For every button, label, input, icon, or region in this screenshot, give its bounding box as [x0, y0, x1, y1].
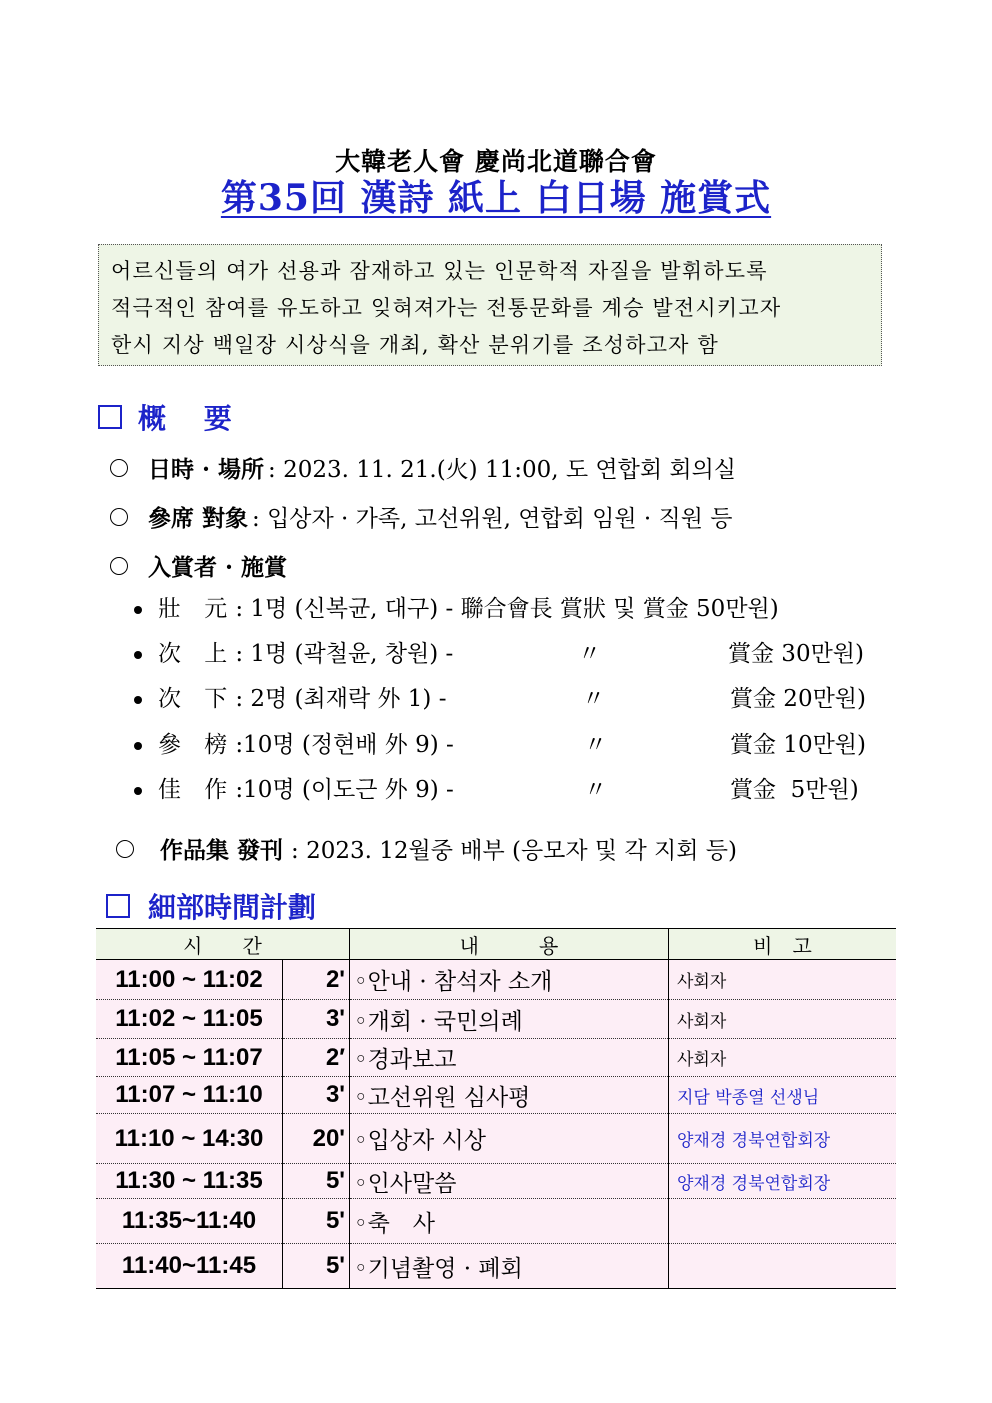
publication-label: 作品集 發刊: [160, 837, 284, 864]
cell-duration: 2': [283, 960, 350, 1000]
cell-note: [669, 1199, 897, 1244]
column-header-content: 내 용: [350, 929, 669, 960]
purpose-line-2: 적극적인 참여를 유도하고 잊혀져가는 전통문화를 계승 발전시키고자: [111, 296, 782, 320]
table-row: [96, 1114, 896, 1164]
cell-note: 사회자: [669, 1000, 897, 1039]
document-title: [0, 170, 992, 221]
award-detail: : 1명 (신복균, 대구) - 聯合會長 賞狀 및 賞金 50만원): [235, 596, 779, 622]
table-row: [96, 1077, 896, 1114]
cell-duration: 5': [283, 1164, 350, 1199]
square-icon: [106, 894, 130, 918]
table-row: [96, 1244, 896, 1289]
award-prize: 賞金 10만원): [730, 732, 866, 758]
datetime-label: 日時 · 場所: [148, 456, 265, 483]
cell-time: 11:02 ~ 11:05: [96, 1000, 283, 1039]
table-row: [96, 1000, 896, 1039]
bullet-icon: [134, 787, 142, 795]
award-item: [134, 730, 874, 760]
organization-name: 大韓老人會 慶尚北道聯合會: [335, 147, 657, 176]
publication-line: [116, 832, 737, 865]
overview-heading-text: 概 要: [138, 402, 232, 435]
column-header-note: 비 고: [669, 929, 897, 960]
cell-note: 양재경 경북연합회장: [669, 1164, 897, 1199]
ditto-mark: 〃: [584, 777, 607, 803]
cell-content: ◦개회 · 국민의례: [350, 1000, 669, 1039]
award-detail: :10명 (이도근 外 9) -: [235, 777, 454, 803]
award-prize: 賞金 30만원): [728, 641, 864, 667]
overview-heading: [98, 397, 232, 437]
cell-time: 11:00 ~ 11:02: [96, 960, 283, 1000]
bullet-icon: [134, 651, 142, 659]
cell-time: 11:40~11:45: [96, 1244, 283, 1289]
cell-duration: 5': [283, 1244, 350, 1289]
cell-note: 지담 박종열 선생님: [669, 1077, 897, 1114]
cell-duration: 3': [283, 1000, 350, 1039]
cell-content: ◦축 사: [350, 1199, 669, 1244]
purpose-box: [98, 244, 882, 366]
cell-time: 11:05 ~ 11:07: [96, 1039, 283, 1077]
purpose-line-1: 어르신들의 여가 선용과 잠재하고 있는 인문학적 자질을 발휘하도록: [111, 259, 768, 283]
table-header-row: [96, 929, 896, 960]
circle-bullet-icon: [110, 557, 128, 575]
award-detail: :10명 (정현배 外 9) -: [235, 732, 454, 758]
cell-note: 사회자: [669, 960, 897, 1000]
award-rank: 參 榜: [158, 732, 236, 758]
award-prize: 賞金 5만원): [730, 777, 859, 803]
award-item: [134, 639, 874, 669]
table-row: [96, 960, 896, 1000]
attendees-line: [110, 500, 733, 533]
datetime-line: [110, 451, 736, 484]
bullet-icon: [134, 606, 142, 614]
cell-duration: 5': [283, 1199, 350, 1244]
datetime-value: : 2023. 11. 21.(火) 11:00, 도 연합회 회의실: [268, 457, 737, 483]
ditto-mark: 〃: [584, 732, 607, 758]
schedule-heading: [106, 886, 316, 926]
circle-bullet-icon: [110, 459, 128, 477]
schedule-heading-text: 細部時間計劃: [148, 891, 317, 924]
cell-content: ◦입상자 시상: [350, 1114, 669, 1164]
table-row: [96, 1164, 896, 1199]
cell-note: 양재경 경북연합회장: [669, 1114, 897, 1164]
schedule-table: [96, 928, 896, 1289]
award-item: [134, 594, 779, 624]
cell-content: ◦기념촬영 · 폐회: [350, 1244, 669, 1289]
cell-note: [669, 1244, 897, 1289]
cell-time: 11:07 ~ 11:10: [96, 1077, 283, 1114]
award-detail: : 2명 (최재락 外 1) -: [235, 686, 447, 712]
award-detail: : 1명 (곽철윤, 창원) -: [235, 641, 454, 667]
bullet-icon: [134, 742, 142, 750]
ditto-mark: 〃: [582, 686, 605, 712]
circle-bullet-icon: [116, 840, 134, 858]
award-rank: 佳 作: [158, 777, 236, 803]
purpose-line-3: 한시 지상 백일장 시상식을 개최, 확산 분위기를 조성하고자 함: [111, 333, 720, 357]
cell-note: 사회자: [669, 1039, 897, 1077]
attendees-label: 參席 對象: [148, 505, 249, 532]
square-icon: [98, 405, 122, 429]
award-item: [134, 775, 874, 805]
publication-value: : 2023. 12월중 배부 (응모자 및 각 지회 등): [291, 838, 737, 864]
award-rank: 壯 元: [158, 596, 236, 622]
ditto-mark: 〃: [578, 641, 601, 667]
cell-content: ◦고선위원 심사평: [350, 1077, 669, 1114]
cell-duration: 20': [283, 1114, 350, 1164]
table-row: [96, 1039, 896, 1077]
table-row: [96, 1199, 896, 1244]
cell-duration: 2′: [283, 1039, 350, 1077]
award-prize: 賞金 20만원): [730, 686, 866, 712]
award-item: [134, 684, 874, 714]
bullet-icon: [134, 696, 142, 704]
cell-content: ◦인사말씀: [350, 1164, 669, 1199]
cell-time: 11:10 ~ 14:30: [96, 1114, 283, 1164]
awards-label: 入賞者 · 施賞: [148, 554, 288, 581]
title-text: 第35回 漢詩 紙上 白日場 施賞式: [220, 177, 772, 219]
cell-time: 11:35~11:40: [96, 1199, 283, 1244]
circle-bullet-icon: [110, 508, 128, 526]
cell-content: ◦안내 · 참석자 소개: [350, 960, 669, 1000]
cell-content: ◦경과보고: [350, 1039, 669, 1077]
attendees-value: : 입상자 · 가족, 고선위원, 연합회 임원 · 직원 등: [252, 506, 733, 532]
award-rank: 次 上: [158, 641, 236, 667]
award-rank: 次 下: [158, 686, 236, 712]
awards-line: [110, 549, 291, 582]
cell-duration: 3': [283, 1077, 350, 1114]
cell-time: 11:30 ~ 11:35: [96, 1164, 283, 1199]
column-header-time: 시 간: [96, 929, 350, 960]
